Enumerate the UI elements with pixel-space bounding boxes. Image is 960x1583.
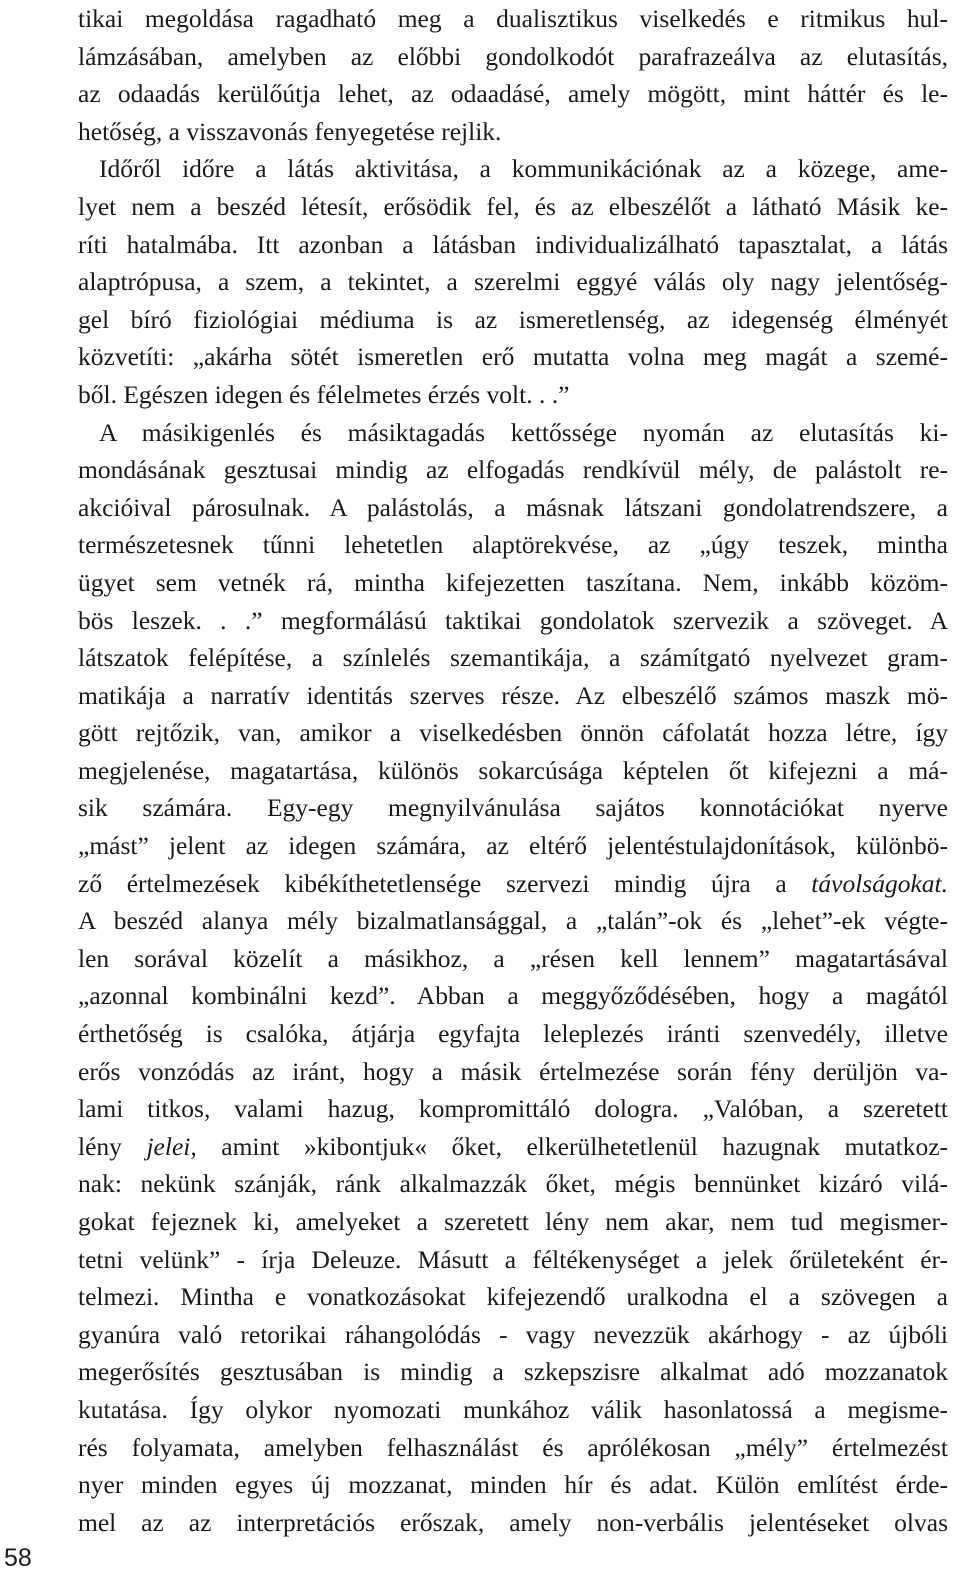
text-line: akcióival párosulnak. A palástolás, a másnak látszani gondolatrendszere, a — [78, 492, 948, 522]
text-line: ríti hatalmába. Itt azonban a látásban individualizálható tapasztalat, a látás — [78, 229, 948, 259]
text-line: matikája a narratív identitás szerves része. Az elbeszélő számos maszk mö- — [78, 680, 948, 710]
body-text — [78, 0, 948, 1541]
text-line: közvetíti: „akárha sötét ismeretlen erő mutatta volna meg magát a szemé- — [78, 342, 948, 372]
text-line: mondásának gesztusai mindig az elfogadás rendkívül mély, de palástolt re- — [78, 455, 948, 485]
text-line: „mást” jelent az idegen számára, az eltérő jelentéstulajdonítások, különbö- — [78, 831, 948, 861]
text-line: Időről időre a látás aktivitása, a kommunikációnak az a közege, ame- — [99, 154, 948, 184]
text-line: ügyet sem vetnék rá, mintha kifejezetten taszítana. Nem, inkább közöm- — [78, 567, 948, 597]
text-line: érthetőség is csalóka, átjárja egyfajta leleplezés iránti szenvedély, illetve — [78, 1019, 948, 1049]
text-line: látszatok felépítése, a színlelés szemantikája, a számítgató nyelvezet gram- — [78, 643, 948, 673]
text-line: kutatása. Így olykor nyomozati munkához válik hasonlatossá a megisme- — [78, 1394, 948, 1424]
text-line: alaptrópusa, a szem, a tekintet, a szerelmi eggyé válás oly nagy jelentőség- — [78, 267, 948, 297]
text-line: erős vonzódás az iránt, hogy a másik értelmezése során fény derüljön va- — [78, 1056, 948, 1086]
text-line: len sorával közelít a másikhoz, a „résen kell lennem” magatartásával — [78, 943, 948, 973]
text-line: bös leszek. . .” megformálású taktikai gondolatok szervezik a szöveget. A — [78, 605, 948, 635]
text-line: A másikigenlés és másiktagadás kettőssége nyomán az elutasítás ki- — [99, 417, 948, 447]
text-line-part: ző értelmezések kibékíthetetlensége szervezi mindig újra a — [78, 868, 812, 898]
text-line: mel az az interpretációs erőszak, amely non-verbális jelentéseket olvas — [78, 1507, 948, 1537]
text-line: sik számára. Egy-egy megnyilvánulása sajátos konnotációkat nyerve — [78, 793, 948, 823]
text-line: megerősítés gesztusában is mindig a szkepszisre alkalmat adó mozzanatok — [78, 1357, 948, 1387]
text-line: lámzásában, amelyben az előbbi gondolkodót parafrazeálva az elutasítás, — [78, 41, 948, 71]
text-line-part: lény — [78, 1131, 147, 1161]
text-line: gött rejtőzik, van, amikor a viselkedésben önnön cáfolatát hozza létre, így — [78, 718, 948, 748]
text-line: tetni velünk” - írja Deleuze. Másutt a féltékenységet a jelek őrületeként ér- — [78, 1244, 948, 1274]
text-line: megjelenése, magatartása, különös sokarcúsága képtelen őt kifejezni a má- — [78, 755, 948, 785]
text-line: nak: nekünk szánják, ránk alkalmazzák őket, mégis bennünket kizáró vilá- — [78, 1169, 948, 1199]
text-line: ből. Egészen idegen és félelmetes érzés volt. . .” — [78, 379, 570, 409]
text-line: természetesnek tűnni lehetetlen alaptörekvése, az „úgy teszek, mintha — [78, 530, 948, 560]
text-line: lyet nem a beszéd létesít, erősödik fel, és az elbeszélőt a látható Másik ke- — [78, 191, 948, 221]
text-line — [78, 1128, 948, 1166]
text-line: nyer minden egyes új mozzanat, minden hír és adat. Külön említést érde- — [78, 1470, 948, 1500]
text-line: hetőség, a visszavonás fenyegetése rejlik. — [78, 116, 502, 146]
italic-emphasis: távolságokat. — [811, 868, 948, 898]
text-line-part: amint »kibontjuk« őket, elkerülhetetlenül hazugnak mutatkoz- — [196, 1131, 949, 1161]
text-line: rés folyamata, amelyben felhasználást és aprólékosan „mély” értelmezést — [78, 1432, 948, 1462]
text-line: tikai megoldása ragadható meg a dualisztikus viselkedés e ritmikus hul- — [78, 4, 948, 33]
text-line: A beszéd alanya mély bizalmatlansággal, a „talán”-ok és „lehet”-ek végte- — [78, 906, 948, 936]
italic-emphasis: jelei, — [146, 1131, 197, 1161]
text-line: gyanúra való retorikai ráhangolódás - vagy nevezzük akárhogy - az újbóli — [78, 1319, 948, 1349]
text-line: gel bíró fiziológiai médiuma is az ismeretlenség, az idegenség élményét — [78, 304, 948, 334]
page-number: 58 — [4, 1544, 32, 1572]
text-line — [78, 865, 948, 903]
text-line: gokat fejeznek ki, amelyeket a szeretett lény nem akar, nem tud megismer- — [78, 1207, 948, 1236]
text-line: „azonnal kombinálni kezd”. Abban a meggyőződésében, hogy a magától — [78, 981, 948, 1011]
text-line: az odaadás kerülőútja lehet, az odaadásé, amely mögött, mint háttér és le- — [78, 79, 948, 109]
text-line: lami titkos, valami hazug, kompromittáló dologra. „Valóban, a szeretett — [78, 1094, 948, 1124]
text-line: telmezi. Mintha e vonatkozásokat kifejezendő uralkodna el a szövegen a — [78, 1282, 948, 1312]
